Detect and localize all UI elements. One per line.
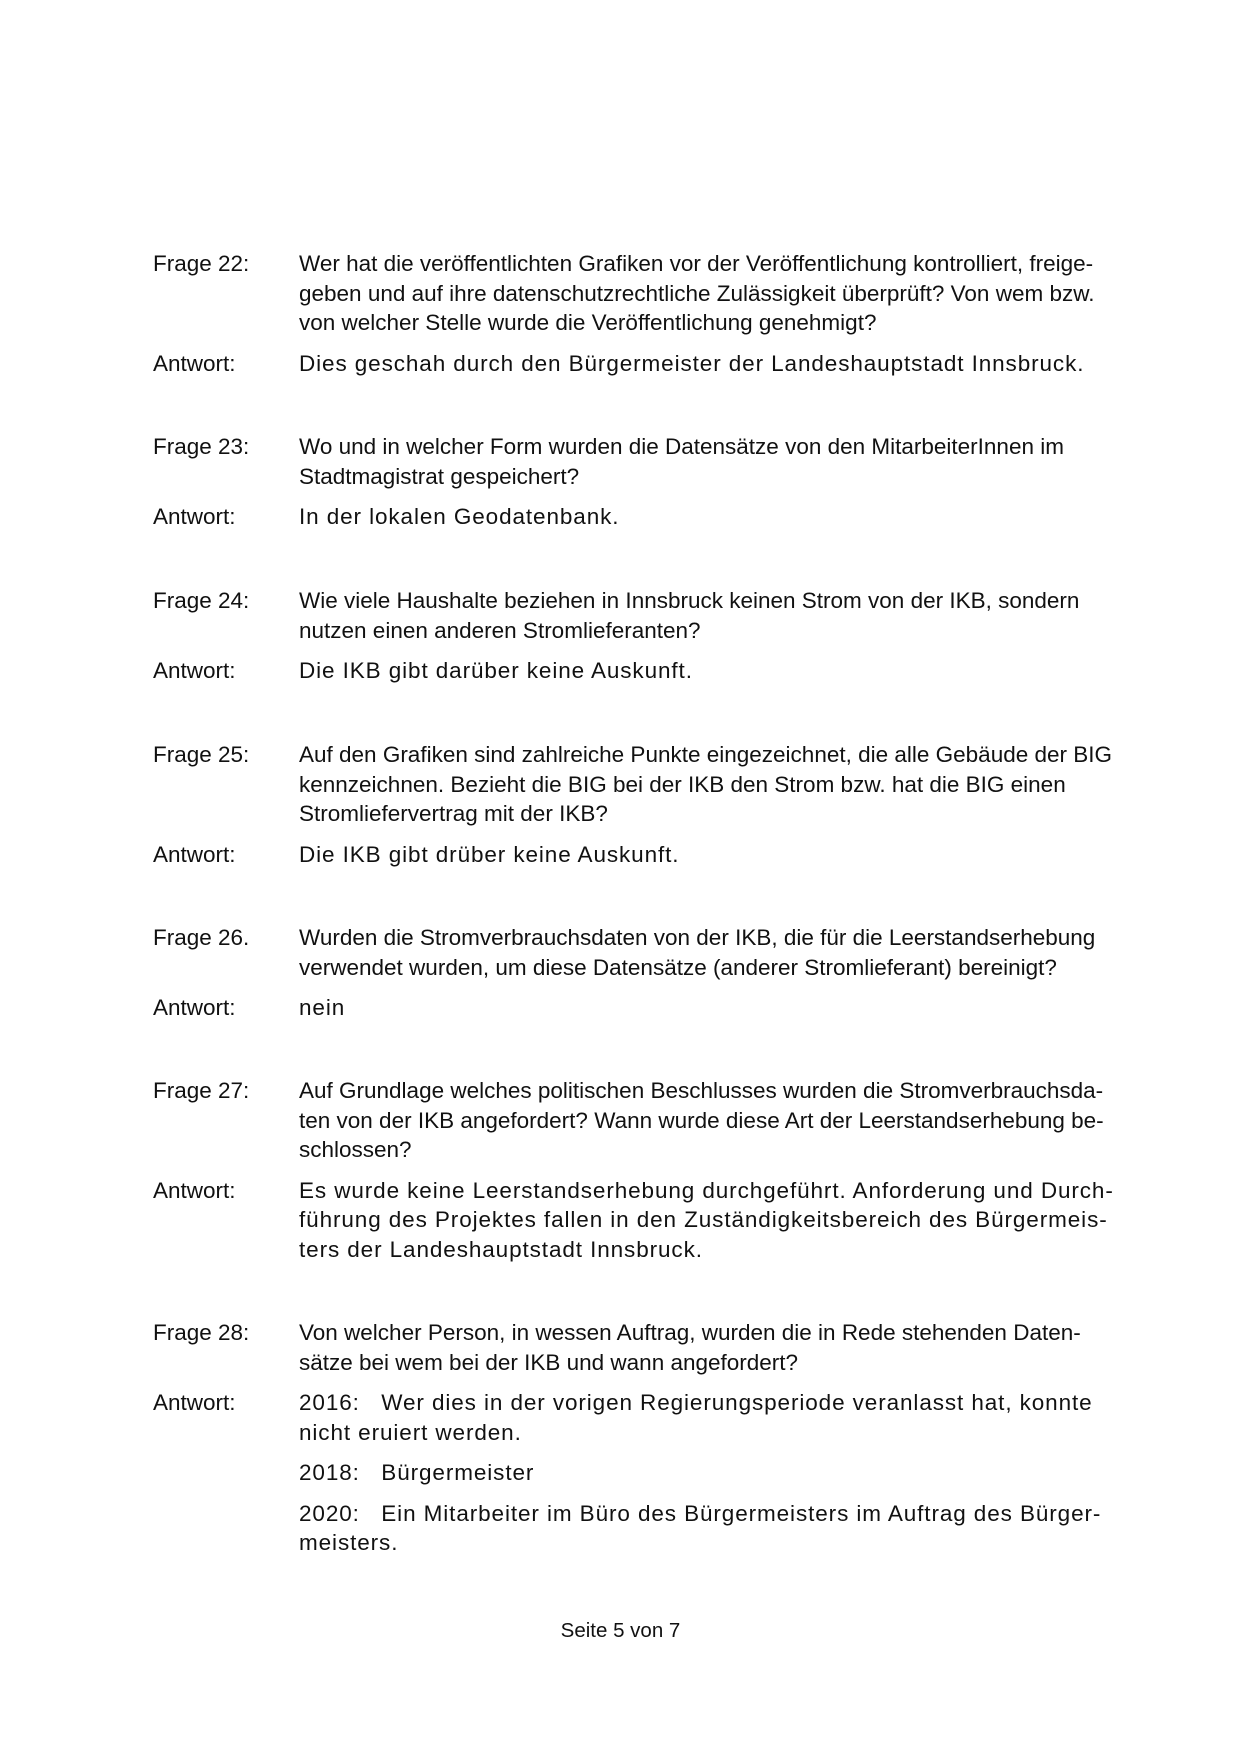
question-row [153,249,1133,338]
answer-row [153,840,1133,870]
qa-block-28 [153,1318,1133,1558]
question-text: Wer hat die veröffentlichten Grafiken vor der Veröffentlichung kontrolliert, freige- geben und auf ihre datenschutzrechtliche Zulässigkeit überprüft? Von wem bzw. von welcher Stelle wurde die Veröffentlichung genehmigt? [299,251,1095,335]
qa-block-24 [153,586,1133,686]
sub-answer-text: 2020: Ein Mitarbeiter im Büro des Bürgermeisters im Auftrag des Bürger- meisters. [299,1500,1102,1555]
answer-label: Antwort: [153,841,236,867]
question-row [153,586,1133,645]
sub-answer-year: 2020: [299,1500,360,1526]
answer-row [153,656,1133,686]
qa-block-27 [153,1076,1133,1264]
question-row [153,1076,1133,1165]
qa-block-25 [153,740,1133,869]
question-text: Von welcher Person, in wessen Auftrag, wurden die in Rede stehenden Daten- sätze bei wem bei der IKB und wann angefordert? [299,1320,1081,1375]
answer-row [153,502,1133,532]
page-number: Seite 5 von 7 [560,1619,681,1642]
question-row [153,1318,1133,1377]
question-label: Frage 23: [153,434,250,459]
answer-row [153,993,1133,1023]
question-label: Frage 24: [153,588,250,613]
answer-row [153,349,1133,379]
answer-row [153,1388,1133,1558]
question-label: Frage 22: [153,251,250,276]
sub-answer-text [299,1458,534,1488]
answer-sub-list [299,1388,1133,1558]
question-text: Auf den Grafiken sind zahlreiche Punkte eingezeichnet, die alle Gebäude der BIG kennzeichnen. Bezieht die BIG bei der IKB den Strom bzw. hat die BIG einen Stromliefervertrag mit der IKB? [299,742,1113,826]
sub-answer-text: 2016: Wer dies in der vorigen Regierungsperiode veranlasst hat, konnte nicht eruiert werden. [299,1390,1093,1445]
question-text: Wie viele Haushalte beziehen in Innsbruck keinen Strom von der IKB, sondern nutzen einen anderen Stromlieferanten? [299,588,1080,643]
question-label: Frage 28: [153,1320,250,1345]
question-label: Frage 26. [153,925,250,950]
sub-answer-year: 2016: [299,1390,360,1415]
sub-answer-year: 2018: [299,1460,360,1485]
answer-label: Antwort: [153,1177,236,1203]
sub-answer-body: Bürgermeister [381,1460,535,1485]
question-row [153,923,1133,982]
answer-label: Antwort: [153,995,236,1020]
answer-text: In der lokalen Geodatenbank. [299,504,620,529]
sub-answer-2020 [299,1499,1133,1558]
answer-label: Antwort: [153,658,236,683]
question-row [153,740,1133,829]
qa-block-26 [153,923,1133,1023]
question-label: Frage 27: [153,1078,250,1103]
sub-answer-2018 [299,1458,1133,1488]
sub-answer-2016 [299,1388,1133,1447]
question-row [153,432,1133,491]
qa-block-22 [153,249,1133,378]
answer-text: nein [299,995,346,1020]
answer-text: Dies geschah durch den Bürgermeister der Landeshauptstadt Innsbruck. [299,350,1085,376]
answer-label: Antwort: [153,504,236,529]
question-label: Frage 25: [153,742,250,767]
answer-label: Antwort: [153,350,236,376]
answer-text: Die IKB gibt darüber keine Auskunft. [299,658,693,683]
answer-label: Antwort: [153,1390,236,1415]
answer-text: Die IKB gibt drüber keine Auskunft. [299,841,680,867]
qa-block-23 [153,432,1133,532]
question-text: Wurden die Stromverbrauchsdaten von der IKB, die für die Leerstandserhebung verwendet wurden, um diese Datensätze (anderer Stromlieferant) bereinigt? [299,925,1096,980]
answer-row [153,1176,1133,1265]
question-text: Auf Grundlage welches politischen Beschlusses wurden die Stromverbrauchsda- ten von der IKB angefordert? Wann wurde diese Art der Leerstandserhebung be- schlossen? [299,1078,1104,1162]
answer-text: Es wurde keine Leerstandserhebung durchgeführt. Anforderung und Durch- führung des Projektes fallen in den Zuständigkeitsbereich des Bürgermeis- ters der Landeshauptstadt Innsbruck. [299,1177,1114,1262]
question-text: Wo und in welcher Form wurden die Datensätze von den MitarbeiterInnen im Stadtmagistrat gespeichert? [299,434,1064,489]
